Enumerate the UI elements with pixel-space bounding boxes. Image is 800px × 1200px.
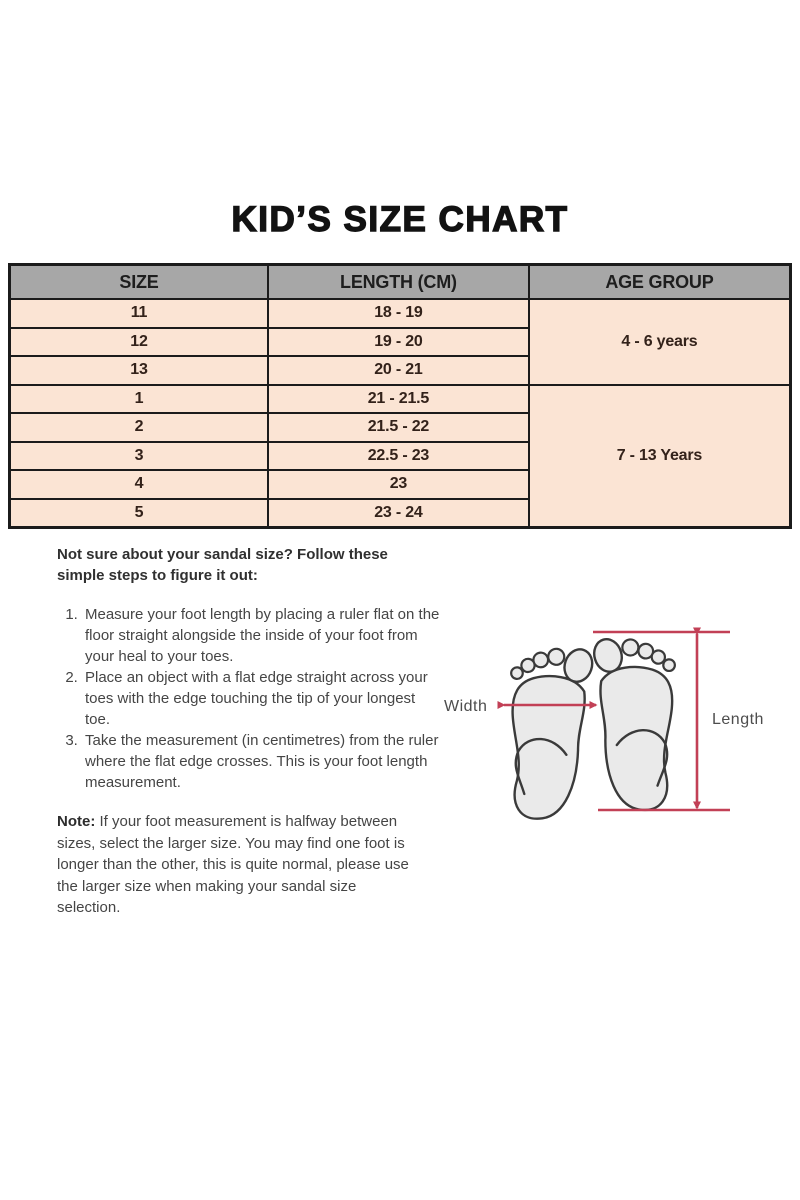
length-label: Length	[712, 711, 764, 728]
size-cell: 2	[10, 413, 269, 442]
header-length: LENGTH (CM)	[268, 265, 529, 300]
note-text: If your foot measurement is halfway between sizes, select the larger size. You may find one foot is longer than the other, this is quite normal, please use the larger size when making your sandal size selection.	[57, 813, 409, 916]
header-size: SIZE	[10, 265, 269, 300]
length-cell: 20 - 21	[268, 356, 529, 385]
length-cell: 19 - 20	[268, 328, 529, 357]
length-cell: 22.5 - 23	[268, 442, 529, 471]
guide-step-1: 1. Measure your foot length by placing a ruler flat on the floor straight alongside the inside of your foot from your heal to your toes.	[82, 604, 444, 667]
left-foot-outline	[494, 639, 597, 824]
size-cell: 13	[10, 356, 269, 385]
size-cell: 11	[10, 299, 269, 328]
table-row	[10, 385, 791, 414]
length-cell: 21 - 21.5	[268, 385, 529, 414]
size-cell: 4	[10, 470, 269, 499]
foot-measure-diagram	[433, 610, 778, 845]
size-cell: 12	[10, 328, 269, 357]
length-cell: 21.5 - 22	[268, 413, 529, 442]
guide-steps	[57, 604, 444, 793]
right-foot-outline	[590, 631, 687, 814]
page-title: KID’S SIZE CHART	[231, 200, 569, 239]
length-cell: 18 - 19	[268, 299, 529, 328]
guide-step-3: 3. Take the measurement (in centimetres) from the ruler where the flat edge crosses. This is your foot length measurement.	[82, 730, 444, 793]
table-header-row	[10, 265, 791, 300]
length-cell: 23	[268, 470, 529, 499]
size-cell: 1	[10, 385, 269, 414]
feet-illustration	[433, 610, 778, 845]
guide-step-2: 2. Place an object with a flat edge straight across your toes with the edge touching the tip of your longest toe.	[82, 667, 444, 730]
table-row	[10, 299, 791, 328]
guide-intro: Not sure about your sandal size? Follow these simple steps to figure it out:	[57, 546, 388, 584]
width-label: Width	[444, 698, 488, 715]
header-age-group: AGE GROUP	[529, 265, 791, 300]
sizing-note	[57, 811, 409, 919]
size-cell: 3	[10, 442, 269, 471]
kids-size-table	[8, 263, 792, 529]
note-label: Note:	[57, 813, 96, 830]
age-group-cell: 7 - 13 Years	[529, 385, 791, 528]
length-cell: 23 - 24	[268, 499, 529, 528]
age-group-cell: 4 - 6 years	[529, 299, 791, 385]
measuring-guide	[57, 544, 453, 919]
size-cell: 5	[10, 499, 269, 528]
